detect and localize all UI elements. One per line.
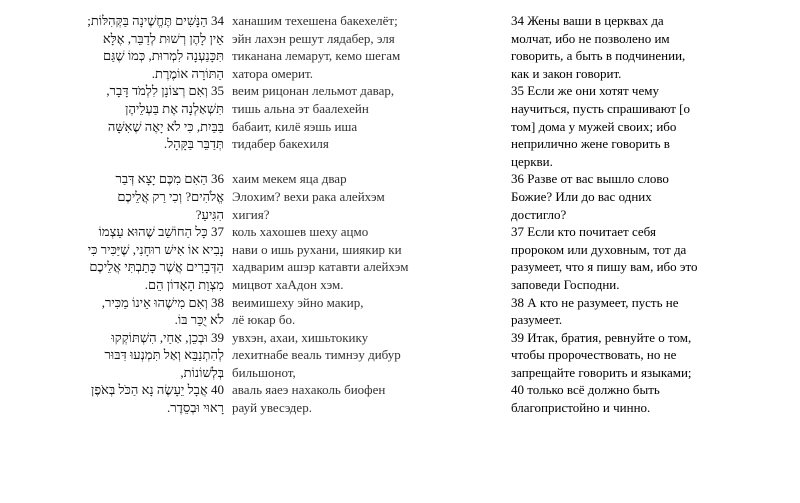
translit-verse-35 xyxy=(232,82,472,152)
text-line: נָבִיא אוֹ אִישׁ רוּחָנִי, שֶׁיַּכִּיר כִּי xyxy=(87,241,224,257)
russian-verse-35 xyxy=(511,82,733,170)
text-line: הִגִּיעַ? xyxy=(195,206,224,222)
text-line: том] дома у мужей своих; ибо xyxy=(511,118,677,134)
text-line: 39 וּבְכֵן, אַחַי, הִשְׁתּוֹקְקוּ xyxy=(111,329,224,345)
text-line: молчат, ибо не позволено им xyxy=(511,30,670,46)
verse-gap xyxy=(72,153,224,171)
text-line: הַתּוֹרָה אוֹמֶרֶת. xyxy=(151,65,224,81)
text-line: 36 הַאִם מִכֶּם יָצָא דְּבַר xyxy=(115,171,224,187)
translit-verse-40 xyxy=(232,381,472,416)
text-line: неприлично жене говорить в xyxy=(511,136,670,152)
text-line: 34 Жены ваши в церквах да xyxy=(511,13,664,28)
hebrew-verse-39 xyxy=(72,329,224,382)
text-line: תְּדַבֵּר בַּקָּהָל. xyxy=(163,136,224,152)
text-line: мицвот хаАдон хэм. xyxy=(232,276,344,292)
transliteration-column xyxy=(232,12,472,417)
russian-verse-37 xyxy=(511,223,733,293)
text-line: 35 וְאִם רְצוֹנָן לִלְמֹד דָּבָר, xyxy=(106,83,224,99)
text-line: хигия? xyxy=(232,206,270,222)
russian-column xyxy=(511,12,733,417)
text-line: чтобы пророчествовать, но не xyxy=(511,347,677,363)
hebrew-verse-37 xyxy=(72,223,224,293)
text-line: הַדְּבָרִים אֲשֶׁר כָּתַבְתִּי אֲלֵיכֶם xyxy=(89,259,224,275)
text-line: בְּלְשׁוֹנוֹת, xyxy=(180,364,224,380)
text-line: хатора омерит. xyxy=(232,65,313,81)
text-line: 39 Итак, братия, ревнуйте о том, xyxy=(511,329,692,345)
translit-verse-39 xyxy=(232,329,472,382)
text-line: אֵין לָהֶן רְשׁוּת לְדַבֵּר, אֶלָּא xyxy=(102,30,224,46)
text-line: לֹא יֻכַּר בּוֹ. xyxy=(174,312,224,328)
text-line: научиться, пусть спрашивают [о xyxy=(511,100,691,116)
hebrew-verse-34 xyxy=(72,12,224,82)
hebrew-verse-38 xyxy=(72,294,224,329)
text-line: 34 הַנָּשִׁים תֶּחֱשֶׁינָה בַּקְּהִלּוֹת; xyxy=(87,13,224,28)
text-line: מִצְוַת הָאָדוֹן הֵם. xyxy=(144,276,224,292)
text-line: достигло? xyxy=(511,206,567,222)
text-line: церкви. xyxy=(511,153,553,169)
text-line: нави о ишь рухани, шиякир ки xyxy=(232,241,402,257)
hebrew-verse-35 xyxy=(72,82,224,152)
text-line: пророком или духовным, тот да xyxy=(511,241,687,257)
text-line: תִּכָּנַעְנָה לִמְרוּת, כְּמוֹ שֶׁגַּם xyxy=(103,48,224,64)
text-line: веим рицонан лельмот давар, xyxy=(232,83,395,99)
text-line: 40 только всё должно быть xyxy=(511,382,660,398)
text-line: בַּבַּיִת, כִּי לֹא יָאֶה שֶׁאִשָּׁה xyxy=(107,118,224,134)
text-line: разумеет. xyxy=(511,312,563,328)
text-line: ханашим техешена бакехелёт; xyxy=(232,13,398,28)
text-line: рауй увесэдер. xyxy=(232,400,312,416)
text-line: благопристойно и чинно. xyxy=(511,400,651,416)
text-line: 37 Если кто почитает себя xyxy=(511,224,656,240)
text-line: 38 А кто не разумеет, пусть не xyxy=(511,294,679,310)
text-line: хаим мекем яца двар xyxy=(232,171,347,187)
text-line: 36 Разве от вас вышло слово xyxy=(511,171,669,187)
text-line: запрещайте говорить и языками; xyxy=(511,364,692,380)
text-line: тишь альна эт баалехейн xyxy=(232,100,369,116)
text-line: 35 Если же они хотят чему xyxy=(511,83,659,99)
text-line: как и закон говорит. xyxy=(511,65,622,81)
text-line: разумеет, что я пишу вам, ибо это xyxy=(511,259,698,275)
translit-verse-37 xyxy=(232,223,472,293)
text-line: увхэн, ахаи, хишьтокику xyxy=(232,329,369,345)
text-line: говорить, а быть в подчинении, xyxy=(511,48,686,64)
text-line: לְהִתְנַבֵּא וְאַל תִּמְנְעוּ דִּבּוּר xyxy=(104,347,224,363)
text-line: бабаит, килё яэшь иша xyxy=(232,118,358,134)
russian-verse-36 xyxy=(511,170,733,223)
translit-verse-34 xyxy=(232,12,472,82)
hebrew-verse-40 xyxy=(72,381,224,416)
verse-gap xyxy=(232,153,472,171)
text-line: бильшонот, xyxy=(232,364,296,380)
text-line: Божие? Или до вас одних xyxy=(511,188,652,204)
text-line: заповеди Господни. xyxy=(511,276,620,292)
text-line: эйн лахэн решут лядабер, эля xyxy=(232,30,395,46)
text-line: лехитнабе веаль тимнэу дибур xyxy=(232,347,401,363)
translit-verse-36 xyxy=(232,170,472,223)
text-line: лё юкар бо. xyxy=(232,312,296,328)
text-line: аваль яаеэ нахаколь биофен xyxy=(232,382,386,398)
russian-verse-38 xyxy=(511,294,733,329)
hebrew-column xyxy=(72,12,224,417)
text-line: тидабер бакехиля xyxy=(232,136,329,152)
text-line: тиканана лемарут, кемо шегам xyxy=(232,48,401,64)
text-line: 37 כָּל הַחוֹשֵׁב שֶׁהוּא עַצְמוֹ xyxy=(98,224,224,240)
text-line: 38 וְאִם מִישֶׁהוּ אֵינוֹ מַכִּיר, xyxy=(101,294,224,310)
russian-verse-34 xyxy=(511,12,733,82)
text-line: 40 אֲבָל יֵעָשֶׂה נָא הַכֹּל בְּאֹפֶן xyxy=(91,382,224,398)
text-line: веимишеху эйно макир, xyxy=(232,294,364,310)
text-line: רָאוּי וּבְסֵדֶר. xyxy=(166,400,224,416)
text-line: Элохим? вехи рака алейхэм xyxy=(232,188,385,204)
hebrew-verse-36 xyxy=(72,170,224,223)
russian-verse-39 xyxy=(511,329,733,382)
translit-verse-38 xyxy=(232,294,472,329)
text-line: אֱלֹהִים? וְכִי רַק אֲלֵיכֶם xyxy=(117,188,224,204)
text-line: хадварим ашэр катавти алейхэм xyxy=(232,259,409,275)
russian-verse-40 xyxy=(511,381,733,416)
text-line: תִּשְׁאַלְנָה אֶת בַּעְלֵיהֶן xyxy=(125,100,224,116)
text-line: коль хахошев шеху ацмо xyxy=(232,224,369,240)
